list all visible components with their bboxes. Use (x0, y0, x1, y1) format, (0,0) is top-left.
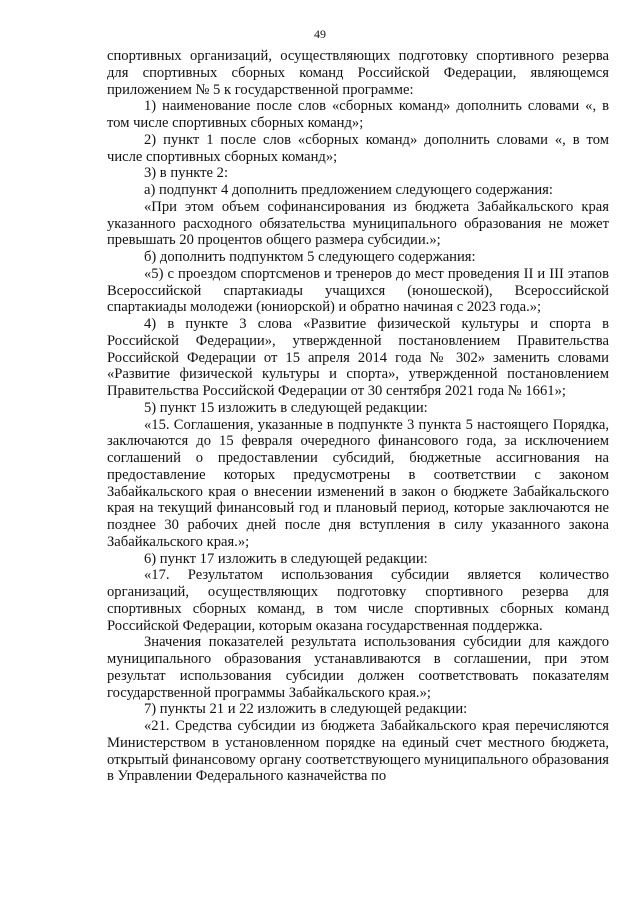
paragraph-5: а) подпункт 4 дополнить предложением следующего содержания: (144, 182, 553, 198)
paragraph-13: «17. Результатом использования субсидии является количество организаций, осуществляющих подготовку спортивного резерва для спортивных сборных команд, в том числе спортивных сборных команд Российской Федерации, которым оказана государственная поддержка. (107, 567, 609, 634)
paragraph-11: «15. Соглашения, указанные в подпункте 3 пункта 5 настоящего Порядка, заключаются до 15 февраля очередного финансового года, за исключением соглашений о предоставлении субсидий, бюджетные ассигнования на предоставление которых предусмотрены в соответствии с законом Забайкальского края о внесении изменений в закон о бюджете Забайкальского края на текущий финансовый год и плановый период, которые заключаются не позднее 30 рабочих дней после дня вступления в силу указанного закона Забайкальского края.»; (107, 416, 609, 550)
paragraph-15: 7) пункты 21 и 22 изложить в следующей редакции: (144, 701, 468, 718)
page-number: 49 (314, 27, 326, 41)
paragraph-4: 3) в пункте 2: (144, 165, 229, 182)
paragraph-16: «21. Средства субсидии из бюджета Забайкальского края перечисляются Министерством в установленном порядке на единый счет местного бюджета, открытый финансовому органу соответствующего муниципального образования в Управлении Федерального казначейства по (107, 718, 609, 785)
paragraph-12: 6) пункт 17 изложить в следующей редакции: (144, 550, 428, 567)
paragraph-2: 1) наименование после слов «сборных команд» дополнить словами «, в том числе спортивных сборных команд»; (107, 98, 609, 131)
paragraph-9: 4) в пункте 3 слова «Развитие физической культуры и спорта в Российской Федерации», утвержденной постановлением Правительства Российской Федерации от 15 апреля 2014 года № 302» заменить словами «Развитие физической культуры и спорта», утвержденной постановлением Правительства Российской Федерации от 30 сентября 2021 года № 1661»; (107, 316, 609, 399)
paragraph-3: 2) пункт 1 после слов «сборных команд» дополнить словами «, в том числе спортивных сборных команд»; (107, 131, 609, 165)
paragraph-8: «5) с проездом спортсменов и тренеров до мест проведения II и III этапов Всероссийской спартакиады учащихся (юношеской), Всероссийской спартакиады молодежи (юниорской) и обратно начиная с 2023 года.»; (107, 265, 609, 316)
document-body (107, 48, 609, 785)
paragraph-7: б) дополнить подпунктом 5 следующего содержания: (144, 249, 476, 265)
paragraph-14: Значения показателей результата использования субсидии для каждого муниципального образования устанавливаются в соглашении, при этом результат использования субсидии должен соответствовать показателям государственной программы Забайкальского края.»; (107, 634, 609, 701)
paragraph-1: спортивных организаций, осуществляющих подготовку спортивного резерва для спортивных сборных команд Российской Федерации, являющемся приложением № 5 к государственной программе: (107, 48, 609, 98)
paragraph-6: «При этом объем софинансирования из бюджета Забайкальского края указанного расходного обязательства муниципального образования не может превышать 20 процентов общего размера субсидии.»; (107, 198, 609, 249)
paragraph-10: 5) пункт 15 изложить в следующей редакции: (144, 399, 428, 416)
